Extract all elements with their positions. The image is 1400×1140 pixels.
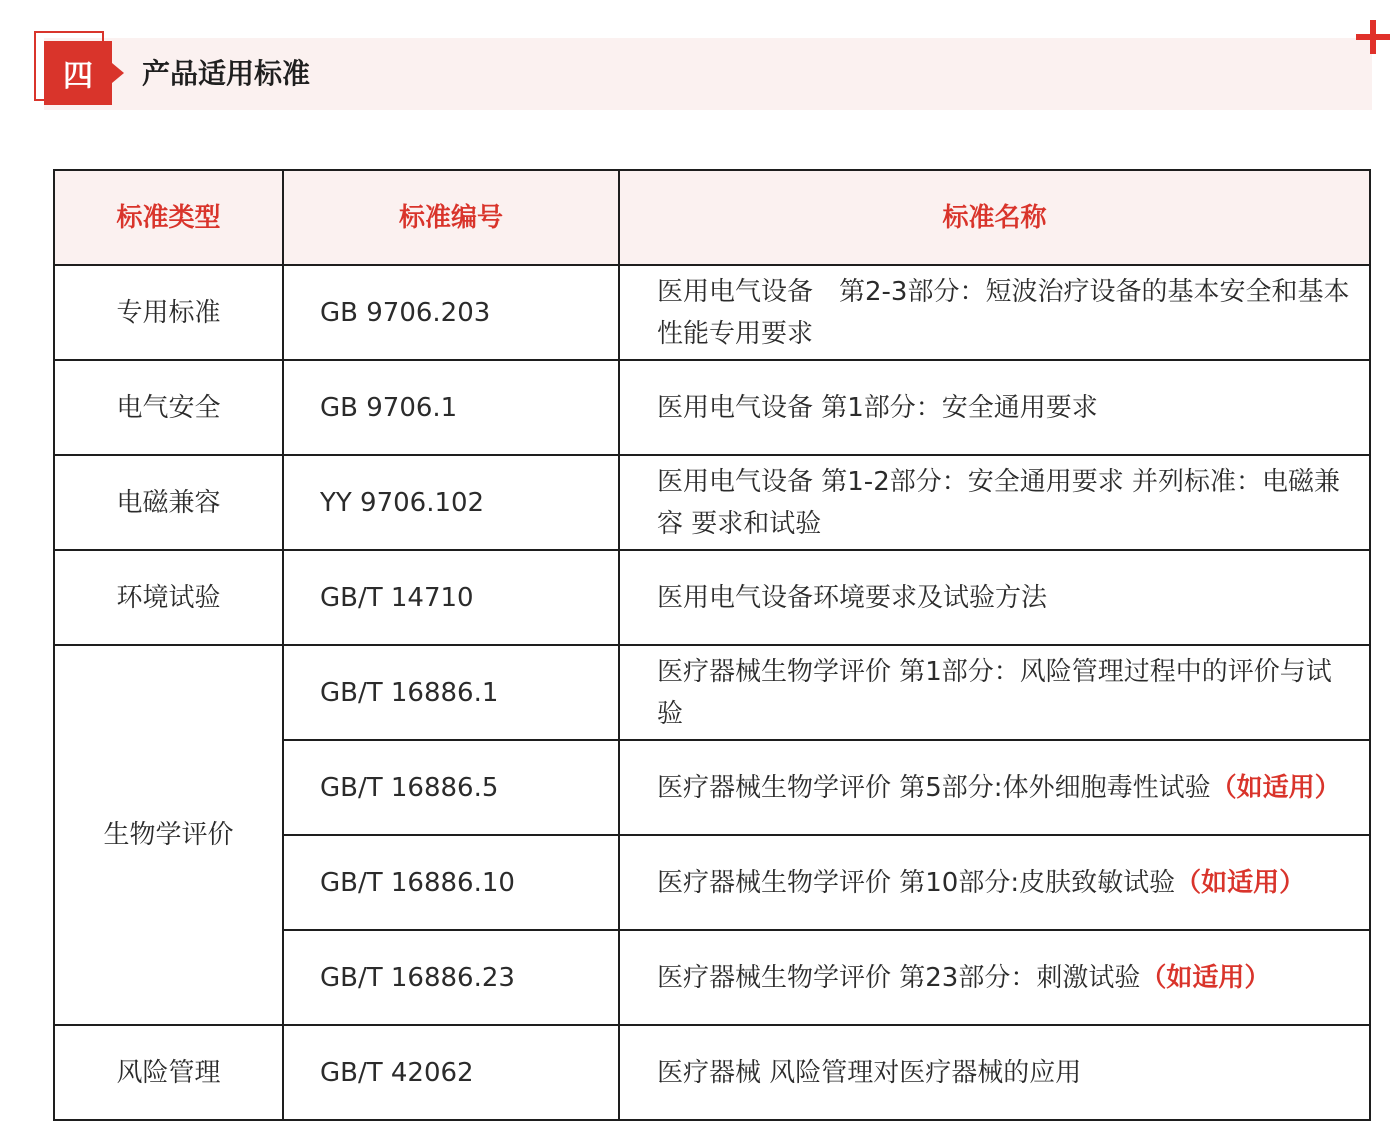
standard-name-cell (619, 930, 1370, 1025)
plus-icon (1356, 20, 1390, 54)
applicability-note: （如适用） (1210, 772, 1341, 803)
header-standard-code: 标准编号 (283, 170, 619, 265)
standard-name-cell (619, 835, 1370, 930)
standard-name-cell (619, 550, 1370, 645)
standard-type: 电气安全 (54, 360, 283, 455)
table-row (54, 550, 1370, 645)
standard-name: 医疗器械生物学评价 第23部分：刺激试验 (657, 962, 1141, 993)
standard-code: GB/T 14710 (283, 550, 619, 645)
standard-name: 医用电气设备 第2-3部分：短波治疗设备的基本安全和基本性能专用要求 (657, 276, 1350, 349)
table-row (54, 360, 1370, 455)
standard-name: 医用电气设备 第1-2部分：安全通用要求 并列标准：电磁兼容 要求和试验 (657, 466, 1340, 539)
standards-table (53, 169, 1371, 1121)
standard-type: 风险管理 (54, 1025, 283, 1120)
applicability-note: （如适用） (1175, 867, 1306, 898)
table-row (54, 265, 1370, 360)
standard-name: 医疗器械生物学评价 第5部分:体外细胞毒性试验 (657, 772, 1211, 803)
standard-type: 电磁兼容 (54, 455, 283, 550)
standard-name: 医疗器械 风险管理对医疗器械的应用 (657, 1057, 1082, 1088)
standard-name-cell (619, 360, 1370, 455)
standard-code: GB 9706.203 (283, 265, 619, 360)
standard-name-cell (619, 1025, 1370, 1120)
standard-type: 生物学评价 (54, 645, 283, 1025)
standard-code: GB/T 42062 (283, 1025, 619, 1120)
standard-name-cell (619, 455, 1370, 550)
standard-name: 医疗器械生物学评价 第10部分:皮肤致敏试验 (657, 867, 1176, 898)
header-standard-type: 标准类型 (54, 170, 283, 265)
standard-name: 医用电气设备环境要求及试验方法 (657, 582, 1048, 613)
standard-code: GB/T 16886.23 (283, 930, 619, 1025)
standard-type: 环境试验 (54, 550, 283, 645)
table-row (54, 455, 1370, 550)
standard-name-cell (619, 740, 1370, 835)
standard-code: GB/T 16886.10 (283, 835, 619, 930)
standard-code: YY 9706.102 (283, 455, 619, 550)
standard-name: 医疗器械生物学评价 第1部分：风险管理过程中的评价与试验 (657, 656, 1332, 729)
standard-name: 医用电气设备 第1部分：安全通用要求 (657, 392, 1098, 423)
header-standard-name: 标准名称 (619, 170, 1370, 265)
section-title: 产品适用标准 (142, 57, 311, 90)
table-header-row (54, 170, 1370, 265)
table-row (54, 645, 1370, 740)
standard-code: GB 9706.1 (283, 360, 619, 455)
standard-code: GB/T 16886.1 (283, 645, 619, 740)
standard-code: GB/T 16886.5 (283, 740, 619, 835)
standard-name-cell (619, 265, 1370, 360)
standard-name-cell (619, 645, 1370, 740)
section-arrow-icon (112, 63, 124, 83)
table-row (54, 1025, 1370, 1120)
applicability-note: （如适用） (1140, 962, 1271, 993)
standard-type: 专用标准 (54, 265, 283, 360)
section-number: 四 (44, 41, 112, 105)
